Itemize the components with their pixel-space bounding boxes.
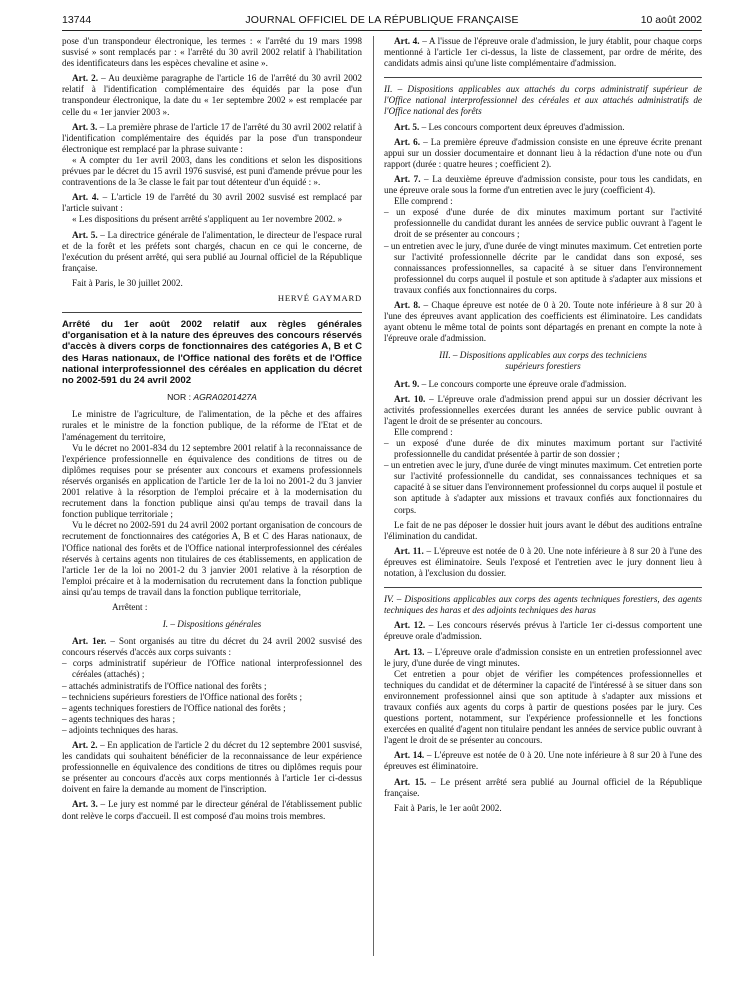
paragraph: Le fait de ne pas déposer le dossier huit jours avant le début des auditions entraîne l'élimination du candidat.: [384, 519, 702, 541]
article-4r: [384, 36, 702, 69]
right-column: [384, 36, 702, 814]
article-5r: [384, 122, 702, 133]
article-2b: [62, 740, 362, 795]
visa: Le ministre de l'agriculture, de l'alimentation, de la pêche et des affaires rurales et le ministre de la fonction publique, de la réforme de l'Etat et de l'aménagement du territoire,: [62, 409, 362, 442]
article-label: Art. 7.: [394, 173, 421, 184]
article-8: [384, 300, 702, 344]
nor-label: NOR :: [167, 392, 194, 403]
section-heading: II. – Dispositions applicables aux attachés du corps administratif supérieur de l'Office national interprofessionnel des céréales et aux attachés administratifs de l'Office national des forêts: [384, 84, 702, 117]
nor-reference: [62, 392, 362, 403]
article-text: – Chaque épreuve est notée de 0 à 20. Toute note inférieure à 8 sur 20 à l'une des épreuves avant application des coefficients est éliminatoire. Les candidats ayant obtenu le même total de points sont départagés en prenant en compte la note à l'épreuve orale d'admission.: [384, 299, 702, 344]
paragraph: Cet entretien a pour objet de vérifier les compétences professionnelles et techniques du candidat et de déterminer la capacité de l'intéressé à se situer dans son environnement professionnel ainsi que son aptitude à s'adapter aux missions et travaux confiés aux agents du corps à partir de questions posées par le jury. Ces questions portent, notamment, sur l'expérience professionnelle et les fonctions exercées en qualité d'agent non titulaire pendant les années de service public ouvrant à l'agent le droit de se présenter au concours.: [384, 668, 702, 746]
section-heading: IV. – Dispositions applicables aux corps des agents techniques forestiers, des agents techniques des haras et des adjoints techniques des haras: [384, 594, 702, 616]
article-label: Art. 3.: [72, 799, 98, 810]
article-7: [384, 174, 702, 196]
list-item: – un exposé d'une durée de dix minutes maximum portant sur l'activité professionnelle du candidat présentée à partir de son dossier ;: [384, 438, 702, 460]
list-item: – agents techniques des haras ;: [62, 713, 176, 724]
article-text: – L'épreuve est notée de 0 à 20. Une note inférieure à 8 sur 20 à l'une des épreuves est éliminatoire. Seuls l'exposé et l'entretien avec le jury donnent lieu à notation, à l'exclusion du dossier.: [384, 545, 702, 579]
page-number: 13744: [62, 14, 92, 26]
article-1: [62, 636, 362, 658]
arretent: Arrêtent :: [112, 601, 148, 612]
paragraph: pose d'un transpondeur électronique, les termes : « l'arrêté du 19 mars 1998 susvisé » sont remplacés par : « l'arrêté du 30 avril 2002 relatif à l'habilitation des identificateurs dans les espèces chevaline et asine ».: [62, 36, 362, 69]
article-text: – La deuxième épreuve d'admission consiste, pour tous les candidats, en une épreuve orale sous la forme d'un entretien avec le jury (coefficient 4).: [384, 173, 702, 196]
list-item: – corps administratif supérieur de l'Office national interprofessionnel des céréales (attachés) ;: [62, 658, 362, 680]
header-rule: [62, 30, 702, 31]
article-label: Art. 4.: [394, 36, 420, 46]
issue-date: 10 août 2002: [640, 14, 702, 26]
article-6: [384, 137, 702, 170]
article-label: Art. 12.: [394, 620, 426, 631]
article-text: – Le concours comporte une épreuve orale d'admission.: [419, 378, 627, 389]
section-heading: III. – Dispositions applicables aux corps des techniciens supérieurs forestiers: [439, 350, 647, 372]
list-item: – agents techniques forestiers de l'Office national des forêts ;: [62, 702, 286, 713]
article-text: – L'épreuve orale d'admission consiste en un entretien professionnel avec le jury, d'une durée de vingt minutes.: [384, 646, 702, 668]
article-text: – L'épreuve est notée de 0 à 20. Une note inférieure à 8 sur 20 à l'une des épreuves est éliminatoire.: [384, 750, 702, 772]
article-4: [62, 192, 362, 214]
article-10: [384, 394, 702, 427]
separator: [384, 587, 702, 588]
article-3b: [62, 799, 362, 821]
article-15: [384, 777, 702, 799]
article-text: – A l'issue de l'épreuve orale d'admission, le jury établit, pour chaque corps mentionné à l'article 1er ci-dessus, la liste de classement, par ordre de mérite, des candidats admis ainsi qu'une liste complémentaire d'admission.: [384, 36, 702, 69]
article-14: [384, 750, 702, 772]
article-3: [62, 122, 362, 155]
article-label: Art. 5.: [394, 121, 420, 132]
list-item: – attachés administratifs de l'Office national des forêts ;: [62, 680, 267, 691]
comprend: Elle comprend :: [394, 196, 453, 207]
article-label: Art. 15.: [394, 776, 427, 787]
article-label: Art. 13.: [394, 646, 425, 657]
separator: [62, 312, 362, 313]
list-item: – techniciens supérieurs forestiers de l'Office national des forêts ;: [62, 691, 303, 702]
nor-code: AGRA0201427A: [193, 392, 257, 403]
left-column: [62, 36, 362, 822]
list-item: – un exposé d'une durée de dix minutes maximum portant sur l'activité professionnelle du candidat durant les années de service public ouvrant à l'agent le droit de se présenter au concours ;: [384, 207, 702, 240]
article-5: [62, 230, 362, 274]
article-text: – En application de l'article 2 du décret du 12 septembre 2001 susvisé, les candidats qui souhaitent bénéficier de la reconnaissance de leur expérience professionnelle en équivalence des conditions de titres ou diplômes requis pour se présenter au concours d'accès aux corps mentionnés à l'article 1er ci-dessus doivent en faire la demande au moment de l'inscription.: [62, 740, 363, 795]
article-label: Art. 10.: [394, 393, 426, 404]
article-label: Art. 14.: [394, 750, 425, 761]
visa: Vu le décret no 2002-591 du 24 avril 2002 portant organisation de concours de recrutement de fonctionnaires des catégories A, B et C des Haras nationaux, de l'Office national des forêts et de l'Office national interprofessionnel des céréales réservés à certains agents non titulaires de ces établissements, en application de l'article 1er de la loi no 2001-2 du 3 janvier 2001 relative à la résorption de l'emploi précaire et à la modernisation du recrutement dans la fonction publique ainsi qu'au temps de travail dans la fonction publique territoriale,: [62, 520, 362, 597]
article-label: Art. 11.: [394, 545, 424, 556]
quote: « Les dispositions du présent arrêté s'appliquent au 1er novembre 2002. »: [72, 214, 343, 225]
article-label: Art. 6.: [394, 136, 421, 147]
section-heading: I. – Dispositions générales: [162, 619, 262, 630]
article-label: Art. 2.: [72, 740, 98, 750]
article-label: Art. 2.: [72, 73, 99, 84]
article-text: – Le jury est nommé par le directeur général de l'établissement public dont relève le corps d'accueil. Il est composé d'au moins trois membres.: [62, 799, 362, 821]
article-text: – La première phrase de l'article 17 de l'arrêté du 30 avril 2002 relatif à l'identification complémentaire des équidés par la pose d'un transpondeur électronique est remplacé par la phrase suivante :: [62, 121, 362, 154]
article-text: – L'article 19 de l'arrêté du 30 avril 2002 susvisé est remplacé par l'article suivant :: [62, 192, 363, 214]
article-text: – La directrice générale de l'alimentation, le directeur de l'espace rural et de la forêt et les préfets sont chargés, chacun en ce qui le concerne, de l'exécution du présent arrêté, qui sera publié au Journal officiel de la République française.: [62, 229, 362, 273]
journal-title: JOURNAL OFFICIEL DE LA RÉPUBLIQUE FRANÇAISE: [245, 14, 519, 26]
signature: HERVÉ GAYMARD: [277, 292, 362, 303]
article-text: – Sont organisés au titre du décret du 24 avril 2002 susvisé des concours réservés d'accès aux corps suivants :: [62, 636, 362, 658]
article-text: – Les concours réservés prévus à l'article 1er ci-dessus comportent une épreuve orale d'admission.: [384, 620, 703, 642]
article-text: – Au deuxième paragraphe de l'article 16 de l'arrêté du 30 avril 2002 relatif à l'identification complémentaire des équidés par la pose d'un transpondeur électronique, la date du « 1er septembre 2002 » est remplacée par celle du « 1er janvier 2003 ».: [62, 73, 362, 117]
fait-line: Fait à Paris, le 30 juillet 2002.: [72, 277, 183, 288]
arrete-title: Arrêté du 1er août 2002 relatif aux règles générales d'organisation et à la nature des épreuves des concours réservés d'accès à divers corps de fonctionnaires des catégories A, B et C des Haras nationaux, de l'Office national des forêts et de l'Office national interprofessionnel des céréales en application du décret no 2002-591 du 24 avril 2002: [62, 319, 362, 387]
article-text: – Les concours comportent deux épreuves d'admission.: [419, 121, 625, 132]
article-label: Art. 8.: [394, 299, 421, 310]
separator: [384, 77, 702, 78]
article-11: [384, 546, 702, 579]
page-header: [62, 14, 702, 30]
article-text: – Le présent arrêté sera publié au Journal officiel de la République française.: [384, 776, 702, 798]
list-item: – un entretien avec le jury, d'une durée de vingt minutes maximum. Cet entretien porte sur l'activité professionnelle décrite par le candidat dans son exposé, ses connaissances professionnelles, sa capacité à se situer dans l'environnement professionnel du corps auquel il postule et son aptitude à s'adapter aux missions et travaux confiés aux fonctionnaires du corps.: [384, 240, 702, 295]
article-label: Art. 3.: [72, 121, 98, 132]
article-label: Art. 4.: [72, 192, 99, 203]
article-text: – L'épreuve orale d'admission prend appui sur un dossier décrivant les activités professionnelles exercées durant les années de service public ouvrant à l'agent le droit de se présenter au concours.: [384, 393, 702, 426]
list-item: – un entretien avec le jury, d'une durée de vingt minutes maximum. Cet entretien porte sur l'activité professionnelle du candidat, ses connaissances techniques et sa capacité à se situer dans l'environnement professionnel du corps auquel il postule et son aptitude à s'adapter aux missions et travaux confiés aux fonctionnaires du corps.: [384, 460, 702, 515]
quote: « A compter du 1er avril 2003, dans les conditions et selon les dispositions prévues par le décret du 15 avril 1976 susvisé, est puni d'amende prévue pour les contraventions de la 3e classe le fait par tout détenteur d'un équidé : ».: [62, 154, 362, 188]
fait-line: Fait à Paris, le 1er août 2002.: [394, 802, 502, 813]
article-9: [384, 379, 702, 390]
article-label: Art. 1er.: [72, 636, 107, 647]
article-13: [384, 647, 702, 669]
article-label: Art. 9.: [394, 378, 420, 389]
article-label: Art. 5.: [72, 229, 98, 240]
article-2: [62, 73, 362, 117]
column-divider: [373, 36, 374, 956]
visa: Vu le décret no 2001-834 du 12 septembre 2001 relatif à la reconnaissance de l'expérience professionnelle en équivalence des conditions de titres ou de diplômes requises pour se présenter aux concours et examens professionnels réservés organisés en application de l'article 1er de la loi no 2001-2 du 3 janvier 2001 relative à la résorption de l'emploi précaire et à la modernisation du recrutement dans la fonction publique ainsi qu'au temps de travail dans la fonction publique territoriale ;: [62, 442, 362, 520]
comprend: Elle comprend :: [394, 426, 453, 437]
list-item: – adjoints techniques des haras.: [62, 724, 179, 735]
article-12: [384, 620, 702, 642]
article-text: – La première épreuve d'admission consiste en une épreuve écrite prenant appui sur un dossier documentaire et donnant lieu à la rédaction d'une note ou d'un rapport (durée : quatre heures ; coefficient 2).: [384, 136, 702, 169]
